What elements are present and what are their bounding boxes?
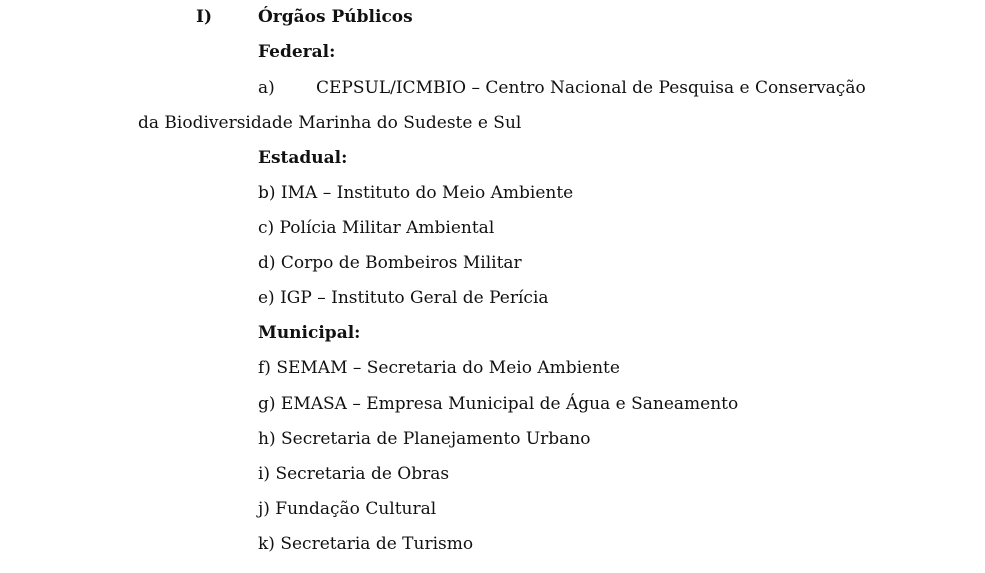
item-a-text-line1: CEPSUL/ICMBIO – Centro Nacional de Pesquisa e Conservação (316, 78, 866, 98)
list-item-j: j) Fundação Cultural (258, 499, 437, 519)
list-item-i: i) Secretaria de Obras (258, 464, 450, 484)
estadual-heading: Estadual: (258, 148, 348, 168)
list-item-h: h) Secretaria de Planejamento Urbano (258, 429, 591, 449)
list-item-g: g) EMASA – Empresa Municipal de Água e Saneamento (258, 394, 739, 414)
list-item-f: f) SEMAM – Secretaria do Meio Ambiente (258, 358, 620, 378)
list-item-e: e) IGP – Instituto Geral de Perícia (258, 288, 549, 308)
section-number: I) (196, 7, 212, 27)
municipal-heading: Municipal: (258, 323, 361, 343)
federal-heading: Federal: (258, 42, 336, 62)
list-item-d: d) Corpo de Bombeiros Militar (258, 253, 522, 273)
item-a-letter: a) (258, 78, 275, 98)
item-a-text-line2: da Biodiversidade Marinha do Sudeste e Sul (138, 113, 522, 133)
list-item-c: c) Polícia Militar Ambiental (258, 218, 495, 238)
list-item-b: b) IMA – Instituto do Meio Ambiente (258, 183, 574, 203)
list-item-k: k) Secretaria de Turismo (258, 534, 474, 554)
section-title: Órgãos Públicos (258, 7, 413, 27)
